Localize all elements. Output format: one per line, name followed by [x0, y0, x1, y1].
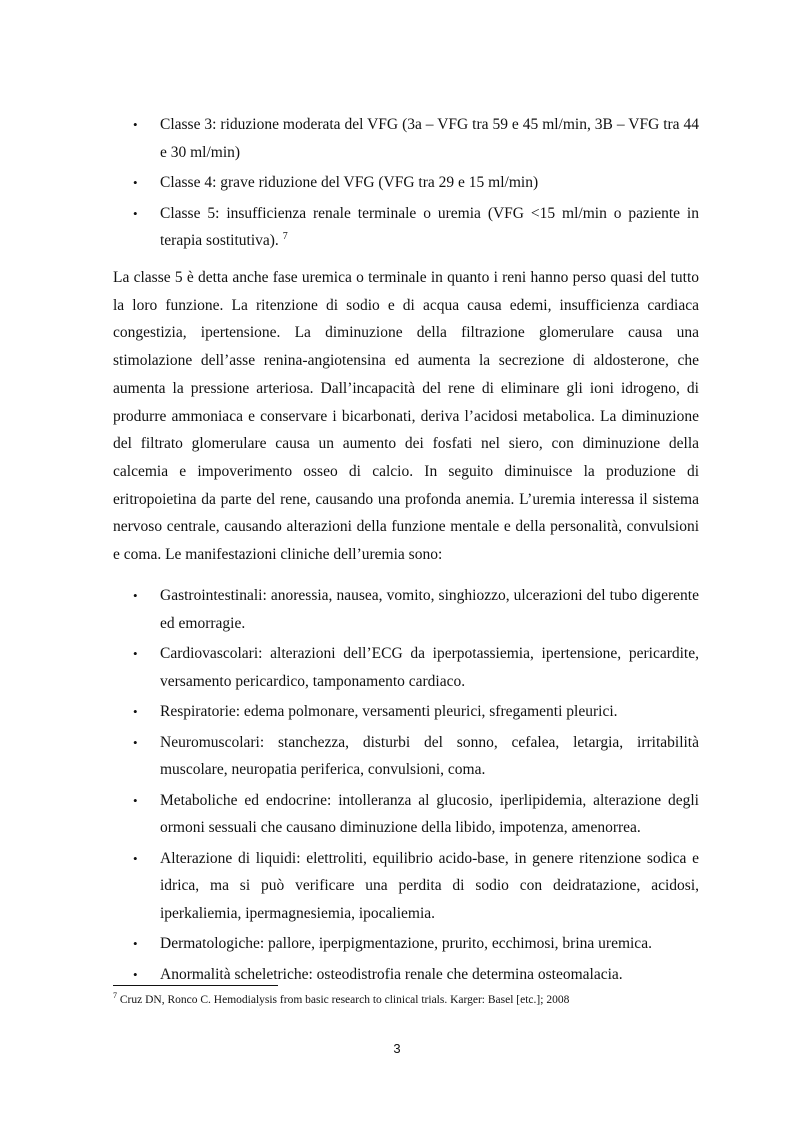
list-item-text: Gastrointestinali: anoressia, nausea, vomito, singhiozzo, ulcerazioni del tubo digerente ed emorragie.: [160, 587, 699, 632]
bullet-icon: •: [133, 850, 138, 866]
footnote-marker: 7: [113, 991, 117, 1001]
list-item-text: Classe 4: grave riduzione del VFG (VFG tra 29 e 15 ml/min): [160, 174, 539, 191]
list-item: [0, 698, 794, 726]
page-number: 3: [393, 1041, 401, 1056]
list-item-text: Classe 5: insufficienza renale terminale o uremia (VFG <15 ml/min o paziente in terapia sostitutiva).: [160, 204, 699, 249]
footnote-separator: [113, 985, 278, 986]
list-item-text: Neuromuscolari: stanchezza, disturbi del sonno, cefalea, letargia, irritabilità muscolare, neuropatia periferica, convulsioni, coma.: [160, 733, 699, 778]
footnote-reference[interactable]: 7: [282, 230, 288, 242]
list-item-text: Classe 3: riduzione moderata del VFG (3a – VFG tra 59 e 45 ml/min, 3B – VFG tra 44 e 30 ml/min): [160, 116, 699, 161]
body-paragraph: La classe 5 è detta anche fase uremica o terminale in quanto i reni hanno perso quasi del tutto la loro funzione. La ritenzione di sodio e di acqua causa edemi, insufficienza cardiaca congestizia, ipertensione. La diminuzione della filtrazione glomerulare causa una stimolazione dell’asse renina-angiotensina ed aumenta la secrezione di aldosterone, che aumenta la pressione arteriosa. Dall’incapacità del rene di eliminare gli ioni idrogeno, di produrre ammoniaca e conservare i bicarbonati, deriva l’acidosi metabolica. La diminuzione del filtrato glomerulare causa un aumento dei fosfati nel siero, con diminuzione della calcemia e impoverimento osseo di calcio. In seguito diminuisce la produzione di eritropoietina da parte del rene, causando una profonda anemia. L’uremia interessa il sistema nervoso centrale, causando alterazioni della funzione mentale e della personalità, convulsioni e coma. Le manifestazioni cliniche dell’uremia sono:: [113, 269, 699, 564]
list-item-text: Cardiovascolari: alterazioni dell’ECG da iperpotassiemia, ipertensione, pericardite, versamento pericardico, tamponamento cardiaco.: [160, 645, 699, 690]
list-item: [0, 582, 794, 637]
list-item: [0, 200, 794, 255]
bullet-icon: •: [133, 175, 138, 190]
list-item: [0, 961, 794, 989]
list-item: [0, 640, 794, 695]
bullet-icon: •: [133, 704, 138, 719]
footnote: [113, 992, 713, 1008]
list-item: [0, 169, 794, 197]
bullet-icon: •: [133, 734, 138, 750]
bullet-icon: •: [133, 646, 138, 661]
list-item-text: Dermatologiche: pallore, iperpigmentazione, prurito, ecchimosi, brina uremica.: [160, 935, 652, 952]
list-item: [0, 111, 794, 166]
list-item: [0, 845, 794, 928]
bullet-icon: •: [133, 792, 138, 808]
bullet-icon: •: [133, 936, 138, 951]
bullet-icon: •: [133, 205, 138, 221]
list-item-text: Metaboliche ed endocrine: intolleranza al glucosio, iperlipidemia, alterazione degli ormoni sessuali che causano diminuzione della libido, impotenza, amenorrea.: [160, 791, 699, 836]
list-item-text: Respiratorie: edema polmonare, versamenti pleurici, sfregamenti pleurici.: [160, 703, 618, 720]
bullet-icon: •: [133, 966, 138, 982]
class-list: [0, 111, 794, 258]
list-item-text: Anormalità scheletriche: osteodistrofia renale che determina osteomalacia.: [160, 965, 623, 983]
list-item: [0, 729, 794, 784]
footnote-text: Cruz DN, Ronco C. Hemodialysis from basic research to clinical trials. Karger: Basel [etc.]; 2008: [117, 994, 570, 1006]
bullet-icon: •: [133, 588, 138, 603]
list-item: [0, 930, 794, 958]
manifestations-list: [0, 582, 794, 991]
list-item: [0, 787, 794, 842]
bullet-icon: •: [133, 117, 138, 132]
list-item-text: Alterazione di liquidi: elettroliti, equilibrio acido-base, in genere ritenzione sodica e idrica, ma si può verificare una perdita di sodio con deidratazione, acidosi, iperkaliemia, ipermagnesiemia, ipocaliemia.: [160, 849, 699, 922]
